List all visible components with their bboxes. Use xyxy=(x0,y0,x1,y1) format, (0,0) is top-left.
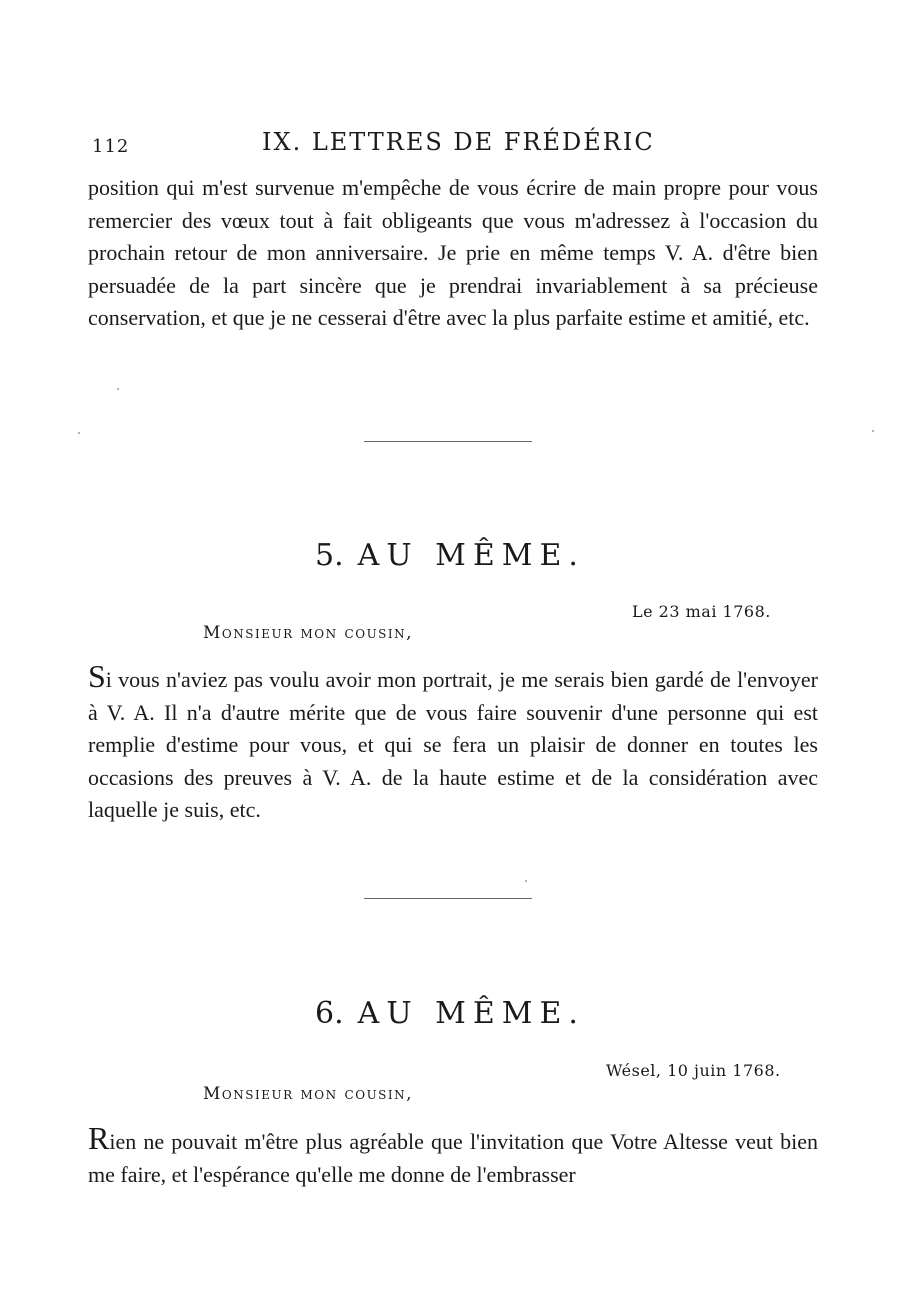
scan-speck xyxy=(872,430,874,432)
section-divider xyxy=(364,441,532,442)
letter-5-title: AU MÊME. xyxy=(357,538,585,573)
letter-6-title: AU MÊME. xyxy=(357,996,585,1031)
letter-6-salutation: Monsieur mon cousin, xyxy=(203,1084,414,1104)
continuation-paragraph: position qui m'est survenue m'empêche de vous écrire de main propre pour vous remercier des vœux tout à fait obligeants que vous m'adressez à l'occasion du prochain retour de mon anniversaire. Je prie en même temps V. A. d'être bien persuadée de la part sincère que je prendrai invariablement à sa précieuse conservation, et que je ne cesserai d'être avec la plus parfaite estime et amitié, etc. xyxy=(88,175,818,330)
section-divider xyxy=(364,898,532,899)
letter-5-heading xyxy=(0,538,900,573)
letter-5-number: 5. xyxy=(315,538,344,573)
letter-5-salutation: Monsieur mon cousin, xyxy=(203,623,414,643)
scan-speck xyxy=(78,432,80,434)
letter-6-number: 6. xyxy=(315,996,344,1031)
letter-6-date: Wésel, 10 juin 1768. xyxy=(606,1061,781,1080)
letter-6-body xyxy=(88,1122,818,1191)
letter-6-dropcap: R xyxy=(88,1120,110,1156)
letter-6-text: ien ne pouvait m'être plus agréable que l'invitation que Votre Altesse veut bien me faire, et l'espérance qu'elle me donne de l'embrasser xyxy=(88,1129,818,1187)
letter-6-heading xyxy=(0,996,900,1031)
letter-5-dropcap: S xyxy=(88,658,106,694)
scan-speck xyxy=(525,880,527,882)
letter-5-text: i vous n'aviez pas voulu avoir mon portrait, je me serais bien gardé de l'envoyer à V. A. Il n'a d'autre mérite que de vous faire souvenir d'une personne qui est remplie d'estime pour vous, et qui se fera un plaisir de donner en toutes les occasions des preuves à V. A. de la haute estime et de la considération avec laquelle je suis, etc. xyxy=(88,667,818,822)
scan-speck xyxy=(117,388,119,390)
page-number: 112 xyxy=(92,136,130,157)
letter-5-date: Le 23 mai 1768. xyxy=(632,602,771,621)
letter-5-body xyxy=(88,660,818,827)
running-title: IX. LETTRES DE FRÉDÉRIC xyxy=(262,128,655,156)
